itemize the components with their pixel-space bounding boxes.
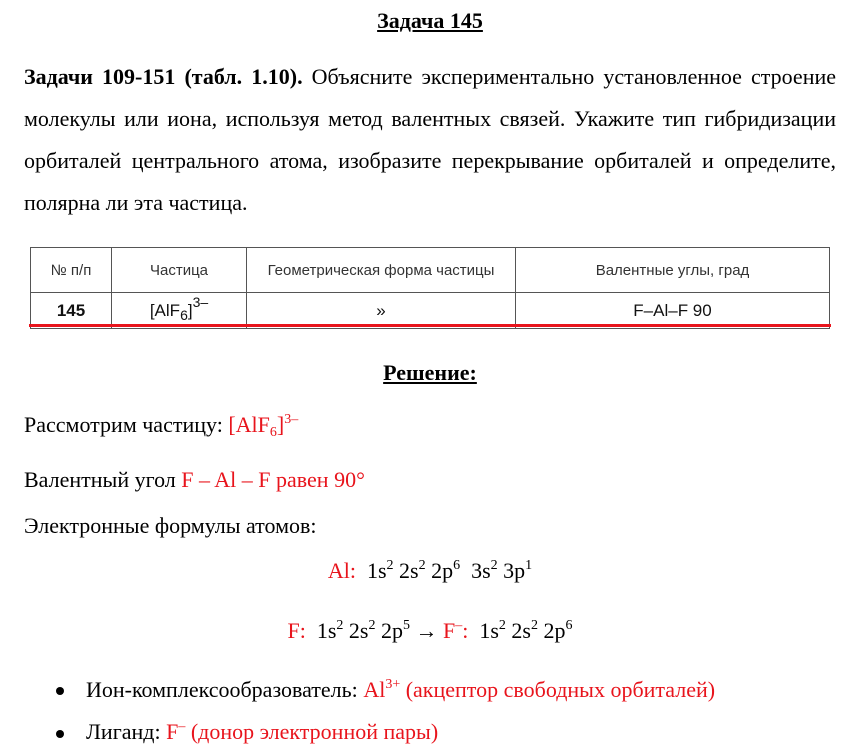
table-header-row bbox=[31, 248, 830, 293]
f-electron-formula: F: $1s^2$ $2s^2$ $2p^5 \to F^-$: $1s^2$ $2s^2$ $2p^6$ bbox=[287, 618, 573, 643]
particle-formula: $[AlF_6]^{3-}$ bbox=[228, 412, 299, 440]
header-angles: Валентные углы, град bbox=[516, 248, 830, 293]
header-shape: Геометрическая форма частицы bbox=[247, 248, 516, 293]
task-reference: Задачи 109-151 (табл. 1.10). bbox=[24, 64, 303, 89]
formulas-label: Электронные формулы атомов: bbox=[24, 513, 317, 538]
valence-angle-line: Валентный угол F – Al – F равен 90° bbox=[24, 467, 365, 492]
arrow-icon: → bbox=[415, 618, 438, 643]
task-table bbox=[30, 247, 830, 329]
cell-shape: » bbox=[247, 293, 516, 329]
task-text: Объясните экспериментально установленное строение молекулы или иона, используя метод валентных связей. Укажите тип гибридизации орбиталей центрального атома, изобразите перекрывание орбиталей и определите, полярна ли эта частица. bbox=[24, 64, 837, 215]
header-number: № п/п bbox=[31, 248, 112, 293]
al-electron-formula: Al: $1s^2$ $2s^2$ $2p^6$ $3s^2$ $3p^1$ bbox=[327, 558, 533, 583]
angle-value: F – Al – F равен 90° bbox=[181, 467, 365, 492]
solution-heading: Решение: bbox=[383, 360, 477, 385]
bullet-icon bbox=[56, 687, 64, 695]
task-title: Задача 145 bbox=[377, 8, 483, 33]
task-statement bbox=[24, 56, 836, 224]
list-item: Ион-комплексообразователь: $Al^{3+}$ (акцептор свободных орбиталей) bbox=[86, 677, 716, 702]
consider-line: Рассмотрим частицу: $[AlF_6]^{3-}$ bbox=[24, 412, 299, 440]
cell-number: 145 bbox=[31, 293, 112, 329]
cell-angles: F–Al–F 90 bbox=[516, 293, 830, 329]
red-underline-divider bbox=[29, 324, 831, 327]
header-particle: Частица bbox=[112, 248, 247, 293]
cell-particle: $[AlF_6]^{3-}$ bbox=[112, 293, 247, 329]
list-item: Лиганд: F– (донор электронной пары) bbox=[86, 719, 439, 744]
